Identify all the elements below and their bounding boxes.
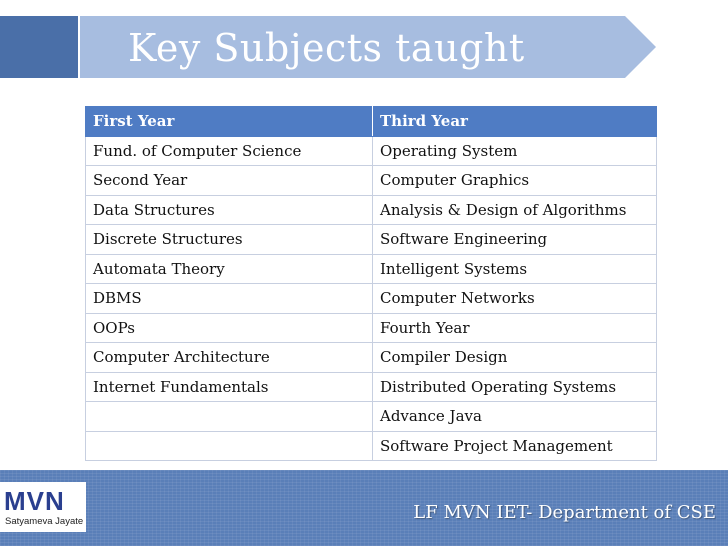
table-cell: Computer Architecture — [86, 343, 373, 373]
table-header-row — [86, 107, 657, 137]
header-third-year: Third Year — [373, 107, 657, 137]
table-cell: Compiler Design — [373, 343, 657, 373]
table-cell: Software Engineering — [373, 225, 657, 255]
table-cell — [86, 402, 373, 432]
table-cell: Software Project Management — [373, 431, 657, 461]
table-cell: DBMS — [86, 284, 373, 314]
table-cell: Fourth Year — [373, 313, 657, 343]
header-accent-block — [0, 16, 78, 78]
table-cell: OOPs — [86, 313, 373, 343]
table-cell: Distributed Operating Systems — [373, 372, 657, 402]
mvn-logo — [0, 482, 86, 532]
slide-title: Key Subjects taught — [128, 26, 525, 70]
table-cell: Second Year — [86, 166, 373, 196]
table-cell: Analysis & Design of Algorithms — [373, 195, 657, 225]
table-row — [86, 343, 657, 373]
table-cell: Computer Graphics — [373, 166, 657, 196]
logo-tagline: Satyameva Jayate — [5, 516, 84, 527]
table-cell: Discrete Structures — [86, 225, 373, 255]
table-row — [86, 225, 657, 255]
header-first-year: First Year — [86, 107, 373, 137]
table-row — [86, 372, 657, 402]
table-cell: Automata Theory — [86, 254, 373, 284]
table-row — [86, 254, 657, 284]
table-row — [86, 431, 657, 461]
footer-department-text: LF MVN IET- Department of CSE — [413, 502, 716, 523]
table-cell: Data Structures — [86, 195, 373, 225]
table-row — [86, 284, 657, 314]
table-cell: Fund. of Computer Science — [86, 136, 373, 166]
table-row — [86, 402, 657, 432]
table-cell: Internet Fundamentals — [86, 372, 373, 402]
table-row — [86, 313, 657, 343]
table-cell: Operating System — [373, 136, 657, 166]
table-row — [86, 195, 657, 225]
table-cell: Computer Networks — [373, 284, 657, 314]
table-cell — [86, 431, 373, 461]
logo-mark: MVN — [4, 486, 65, 516]
table-row — [86, 136, 657, 166]
subjects-table — [85, 106, 657, 461]
table-cell: Advance Java — [373, 402, 657, 432]
table-row — [86, 166, 657, 196]
table-cell: Intelligent Systems — [373, 254, 657, 284]
